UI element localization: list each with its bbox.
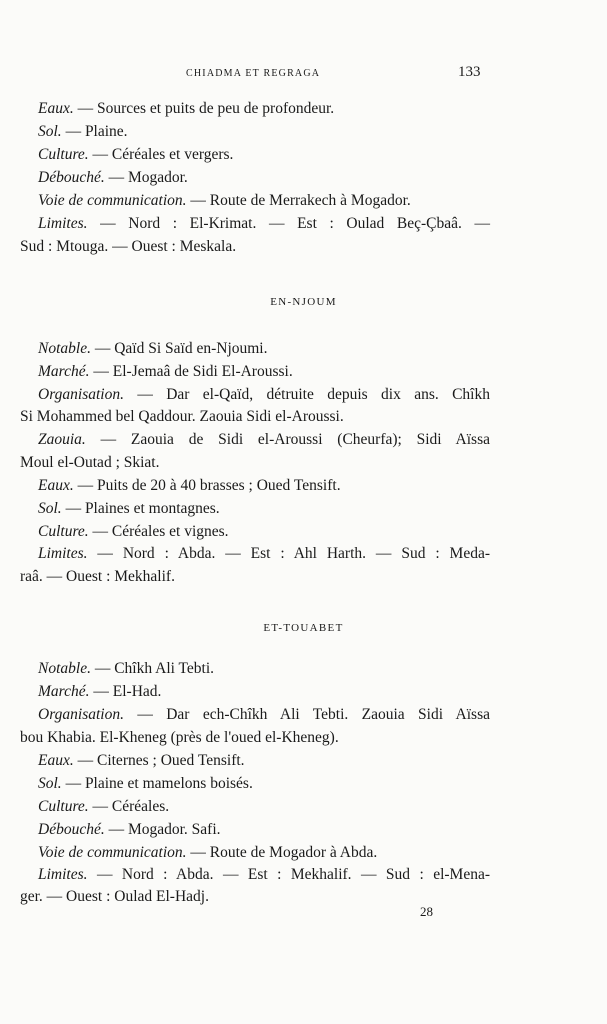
- entry-label: Culture.: [38, 523, 89, 540]
- entry-line: [38, 338, 490, 360]
- entry-text: — Dar ech-Chîkh Ali Tebti. Zaouia Sidi Aïssa: [123, 706, 490, 723]
- entry-text: — El-Had.: [89, 683, 162, 700]
- page-number: 133: [458, 64, 481, 80]
- entry-label: Culture.: [38, 798, 89, 815]
- entry-line: [38, 384, 490, 406]
- entry-line: [20, 236, 472, 258]
- entry-text: — Route de Merrakech à Mogador.: [186, 192, 411, 209]
- running-head-title: CHIADMA ET REGRAGA: [186, 68, 321, 79]
- entry-text: — Zaouia de Sidi el-Aroussi (Cheurfa); Sidi Aïssa: [85, 431, 490, 448]
- entry-line: [38, 429, 490, 451]
- entry-text: — Mogador. Safi.: [104, 821, 221, 838]
- entry-text: — Plaines et montagnes.: [61, 500, 220, 517]
- entry-line: [38, 543, 490, 565]
- entry-label: Organisation.: [38, 706, 124, 723]
- entry-line: [38, 144, 490, 166]
- entry-text: — Qaïd Si Saïd en-Njoumi.: [90, 340, 268, 357]
- entry-line: [38, 681, 490, 703]
- entry-label: Culture.: [38, 146, 89, 163]
- entry-text: — Route de Mogador à Abda.: [186, 844, 378, 861]
- entry-line: [20, 566, 472, 588]
- entry-label: Débouché.: [38, 821, 105, 838]
- entry-text: Moul el-Outad ; Skiat.: [20, 454, 160, 471]
- entry-text: bou Khabia. El-Kheneg (près de l'oued el-Kheneg).: [20, 729, 339, 746]
- signature-mark: 28: [420, 904, 433, 919]
- entry-label: Débouché.: [38, 169, 105, 186]
- entry-text: — Plaine et mamelons boisés.: [61, 775, 253, 792]
- entry-label: Eaux.: [38, 100, 74, 117]
- entry-label: Voie de communication.: [38, 192, 187, 209]
- entry-text: — Chîkh Ali Tebti.: [90, 660, 215, 677]
- entry-line: [20, 886, 472, 908]
- entry-line: [20, 727, 472, 749]
- entry-label: Limites.: [38, 545, 88, 562]
- entry-label: Eaux.: [38, 752, 74, 769]
- entry-line: [38, 864, 490, 886]
- entry-text: ger. — Ouest : Oulad El-Hadj.: [20, 888, 209, 905]
- entry-line: [38, 475, 490, 497]
- entry-text: — Nord : Abda. — Est : Mekhalif. — Sud : el-Mena-: [87, 866, 490, 883]
- entry-label: Voie de communication.: [38, 844, 187, 861]
- entry-line: [38, 498, 490, 520]
- entry-text: — Céréales et vergers.: [88, 146, 234, 163]
- section-heading: EN-NJOUM: [270, 296, 337, 308]
- entry-line: [38, 98, 490, 120]
- entry-text: — Citernes ; Oued Tensift.: [73, 752, 245, 769]
- entry-line: [38, 521, 490, 543]
- entry-label: Eaux.: [38, 477, 74, 494]
- entry-label: Notable.: [38, 660, 91, 677]
- entry-text: Sud : Mtouga. — Ouest : Meskala.: [20, 238, 237, 255]
- running-head: [0, 64, 607, 84]
- entry-line: [38, 842, 490, 864]
- entry-line: [38, 190, 490, 212]
- entry-text: raâ. — Ouest : Mekhalif.: [20, 568, 175, 585]
- entry-text: — Dar el-Qaïd, détruite depuis dix ans. Chîkh: [123, 386, 490, 403]
- entry-label: Marché.: [38, 683, 90, 700]
- entry-line: [38, 796, 490, 818]
- entry-label: Limites.: [38, 866, 88, 883]
- entry-label: Organisation.: [38, 386, 124, 403]
- entry-line: [38, 213, 490, 235]
- entry-line: [38, 750, 490, 772]
- entry-text: Si Mohammed bel Qaddour. Zaouia Sidi el-Aroussi.: [20, 408, 344, 425]
- entry-text: — Céréales.: [88, 798, 170, 815]
- entry-text: — Sources et puits de peu de profondeur.: [73, 100, 335, 117]
- entry-line: [20, 452, 472, 474]
- entry-label: Sol.: [38, 500, 62, 517]
- entry-label: Notable.: [38, 340, 91, 357]
- entry-line: [38, 704, 490, 726]
- entry-label: Marché.: [38, 363, 90, 380]
- entry-label: Zaouia.: [38, 431, 86, 448]
- entry-text: — Nord : El-Krimat. — Est : Oulad Beç-Çbaâ. —: [87, 215, 490, 232]
- section-heading: ET-TOUABET: [263, 622, 344, 634]
- entry-line: [38, 819, 490, 841]
- entry-line: [38, 361, 490, 383]
- entry-line: [20, 406, 472, 428]
- entry-text: — Mogador.: [104, 169, 188, 186]
- entry-line: [38, 167, 490, 189]
- entry-text: — Céréales et vignes.: [88, 523, 229, 540]
- entry-line: [38, 658, 490, 680]
- entry-line: [38, 773, 490, 795]
- entry-text: — Plaine.: [61, 123, 128, 140]
- entry-line: [38, 121, 490, 143]
- entry-label: Sol.: [38, 123, 62, 140]
- entry-label: Sol.: [38, 775, 62, 792]
- entry-text: — El-Jemaâ de Sidi El-Aroussi.: [89, 363, 293, 380]
- entry-label: Limites.: [38, 215, 88, 232]
- entry-text: — Puits de 20 à 40 brasses ; Oued Tensift.: [73, 477, 341, 494]
- entry-text: — Nord : Abda. — Est : Ahl Harth. — Sud : Meda-: [87, 545, 490, 562]
